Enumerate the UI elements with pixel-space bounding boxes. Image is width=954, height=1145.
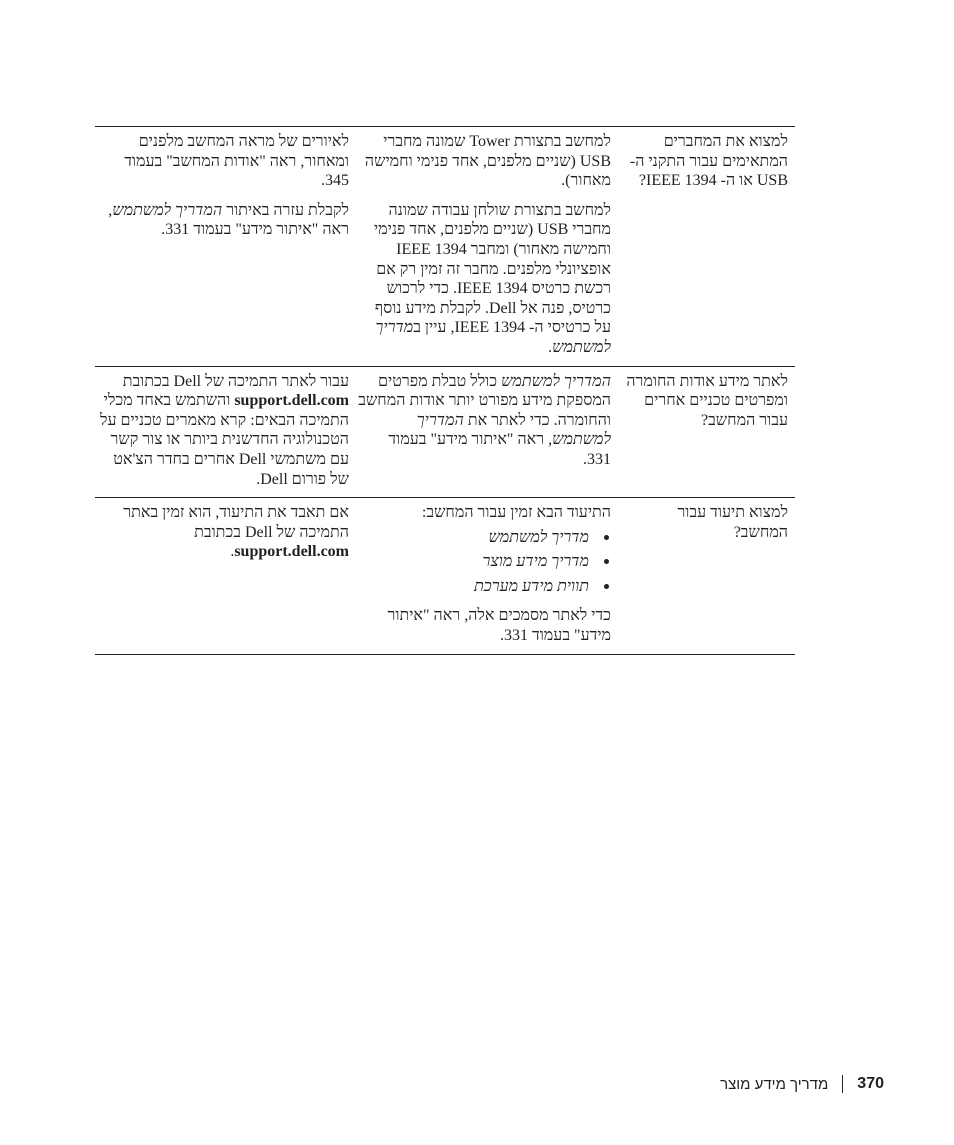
how-cell	[95, 503, 358, 646]
sub-row	[95, 132, 620, 191]
where-outro: כדי לאתר מסמכים אלה, ראה "איתור מידע" בעמוד 331.	[387, 607, 611, 645]
list-item	[358, 552, 611, 572]
how-emphasis: המדריך למשתמש	[112, 201, 223, 219]
list-item-label: מדריך למשתמש	[488, 528, 589, 546]
how-text: לאיורים של מראה המחשב מלפנים ומאחור, ראה "אודות המחשב" בעמוד 345.	[124, 133, 349, 190]
support-link-text: support.dell.com	[234, 392, 349, 410]
where-emphasis: מדריך למשתמש	[375, 319, 611, 356]
where-text: , ראה "איתור מידע" בעמוד 331.	[388, 431, 611, 468]
how-cell	[95, 372, 358, 490]
where-cell	[358, 201, 620, 358]
where-end: .	[548, 338, 553, 356]
page-number: 370	[857, 1075, 884, 1092]
sub-row	[95, 201, 620, 358]
where-cell: למחשב בתצורת Tower שמונה מחברי USB (שניים מלפנים, אחד פנימי וחמישה מאחור).	[364, 133, 611, 190]
where-cell	[358, 372, 620, 490]
question-cell: למצוא את המחברים המתאימים עבור התקני ה- USB או ה- IEEE 1394?	[629, 133, 788, 190]
list-item-label: מדריך מידע מוצר	[482, 553, 589, 571]
question-cell: למצוא תיעוד עבור המחשב?	[677, 504, 788, 541]
answer-cells	[95, 132, 620, 358]
where-text: כולל טבלת מפרטים המספקת מידע מפורט יותר אודות המחשב והחומרה. כדי לאתר את	[358, 372, 611, 429]
table-row	[95, 498, 795, 655]
how-cell	[95, 132, 358, 191]
table-row	[95, 367, 795, 499]
list-item	[358, 577, 611, 597]
how-text: לקבלת עזרה באיתור	[222, 201, 349, 219]
how-text: , ראה "איתור מידע" בעמוד 331.	[108, 201, 349, 239]
where-text: למחשב בתצורת שולחן עבודה שמונה מחברי USB (שניים מלפנים, אחד פנימי וחמישה מאחור) ומחבר IEEE 1394 אופציונלי מלפנים. מחבר זה זמין רק אם רכשת כרטיס IEEE 1394. כדי לרכוש כרטיס, פנה אל Dell. לקבלת מידע נוסף על כרטיסי ה- IEEE 1394, עיין ב	[373, 201, 611, 337]
question-cell: לאתר מידע אודות החומרה ומפרטים טכניים אחרים עבור המחשב?	[626, 372, 788, 429]
how-text: .	[230, 543, 235, 561]
where-emphasis: המדריך למשתמש	[501, 372, 611, 390]
support-link-text: support.dell.com	[234, 543, 349, 561]
footer-title: מדריך מידע מוצר	[720, 1075, 829, 1093]
how-cell	[95, 201, 358, 358]
where-emphasis: המדריך למשתמש	[416, 411, 611, 449]
footer-divider	[842, 1075, 843, 1093]
bullet-icon	[604, 535, 609, 540]
list-item	[358, 528, 611, 548]
where-cell	[358, 503, 620, 646]
list-item-label: תווית מידע מערכת	[474, 577, 589, 595]
page-footer	[720, 1075, 884, 1093]
where-intro: התיעוד הבא זמין עבור המחשב:	[421, 504, 611, 522]
bullet-icon	[604, 559, 609, 564]
documents-list	[358, 528, 611, 597]
bullet-icon	[604, 584, 609, 589]
how-text: עבור לאתר התמיכה של Dell בכתובת	[122, 372, 349, 390]
info-table	[95, 126, 795, 655]
table-row	[95, 127, 795, 367]
how-text: אם תאבד את התיעוד, הוא זמין באתר התמיכה של Dell בכתובת	[123, 504, 349, 541]
how-text: והשתמש באחד מכלי התמיכה הבאים: קרא מאמרים טכניים על הטכנולוגיה החדשנית ביותר או צור קשר עם משתמשי Dell אחרים בחדר הצ'אט של פורום Dell.	[99, 392, 349, 488]
